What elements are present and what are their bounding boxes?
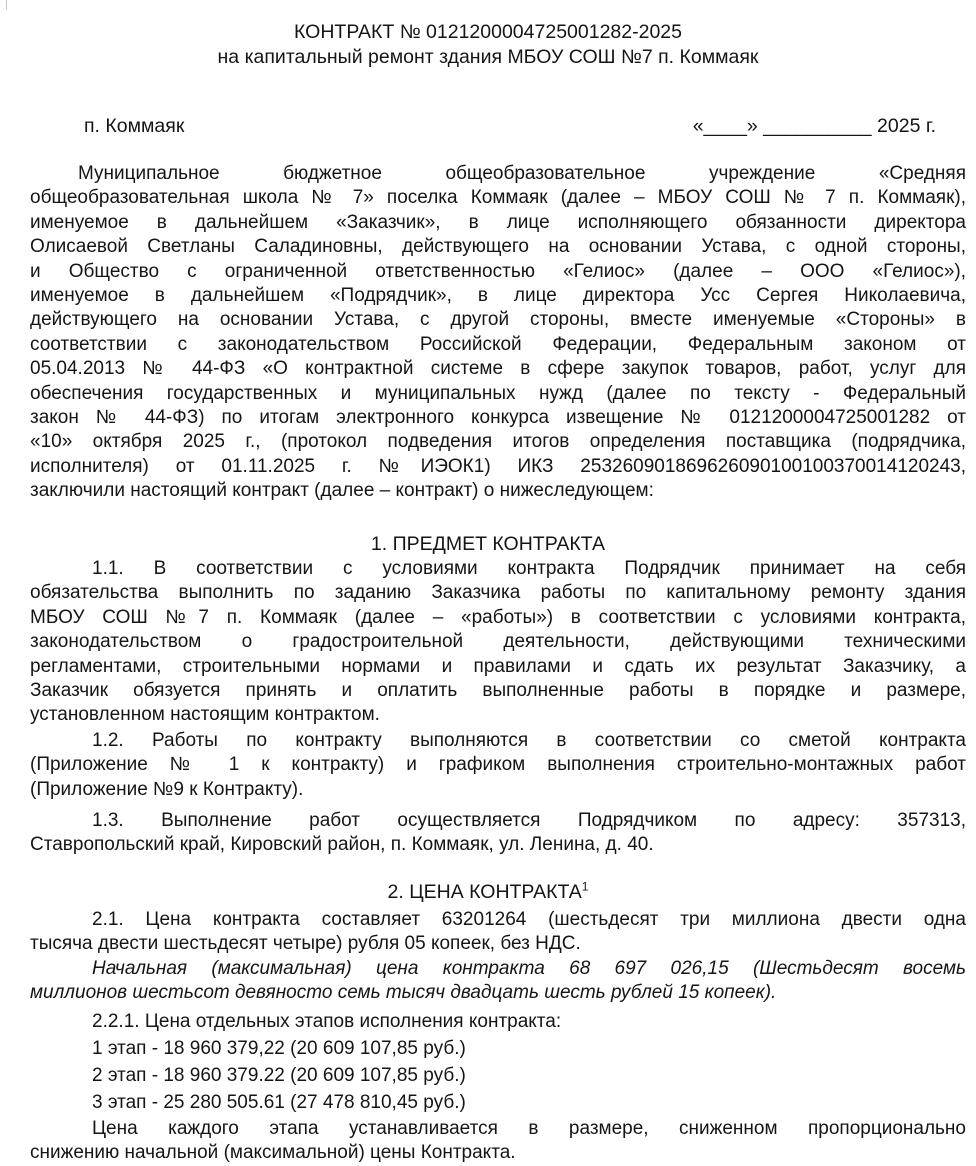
contract-date: «____» __________ 2025 г.	[692, 115, 936, 137]
clause-1-2-line: (Приложение № 1 к контракту) и графиком выполнения строительно-монтажных работ	[30, 754, 966, 776]
initial-price-line: Начальная (максимальная) цена контракта 68 697 026,15 (Шестьдесят восемь	[92, 958, 966, 979]
intro-line: действующего на основании Устава, с другой стороны, вместе именуемые «Стороны» в	[30, 309, 966, 331]
intro-line: «10» октября 2025 г., (протокол подведения итогов определения поставщика (подрядчика,	[30, 431, 966, 453]
intro-line: Олисаевой Светланы Саладиновны, действующего на основании Устава, с одной стороны,	[30, 236, 966, 258]
stage-1-price: 1 этап - 18 960 379,22 (20 609 107,85 руб.)	[92, 1038, 466, 1059]
clause-1-2-line: (Приложение №9 к Контракту).	[30, 778, 304, 800]
initial-price-line: миллионов шестьсот девяносто семь тысяч двадцать шесть рублей 15 копеек).	[30, 982, 777, 1004]
intro-line: соответствии с законодательством Российской Федерации, Федеральным законом от	[30, 333, 966, 355]
section-2-heading-text: 2. ЦЕНА КОНТРАКТА	[387, 881, 582, 903]
section-1-heading: 1. ПРЕДМЕТ КОНТРАКТА	[370, 533, 606, 555]
clause-1-2-line: 1.2. Работы по контракту выполняются в соответствии со сметой контракта	[92, 730, 966, 751]
clause-1-1-line: законодательством о градостроительной деятельности, действующими техническими	[30, 631, 966, 653]
intro-line: 05.04.2013 № 44-ФЗ «О контрактной системе в сфере закупок товаров, работ, услуг для	[30, 358, 966, 380]
footnote-mark: 1	[581, 879, 589, 894]
clause-1-1-line: регламентами, строительными нормами и правилами и сдать их результат Заказчику, а	[30, 655, 966, 677]
clause-2-2-1: 2.2.1. Цена отдельных этапов исполнения контракта:	[92, 1011, 562, 1032]
clause-1-1-line: Заказчик обязуется принять и оплатить выполненные работы в порядке и размере,	[30, 680, 966, 701]
clause-1-3-line: 1.3. Выполнение работ осуществляется Подрядчиком по адресу: 357313,	[92, 810, 966, 831]
contract-subtitle: на капитальный ремонт здания МБОУ СОШ №7 п. Коммаяк	[217, 46, 759, 68]
intro-line: заключили настоящий контракт (далее – контракт) о нижеследующем:	[30, 480, 654, 502]
clause-1-3-line: Ставропольский край, Кировский район, п. Коммаяк, ул. Ленина, д. 40.	[30, 834, 654, 856]
clause-2-1-line: 2.1. Цена контракта составляет 63201264 (шестьдесят три миллиона двести одна	[92, 909, 966, 930]
section-2-heading	[0, 880, 976, 904]
stage-2-price: 2 этап - 18 960 379.22 (20 609 107,85 руб.)	[92, 1065, 466, 1086]
intro-line: общеобразовательная школа № 7» поселка Коммаяк (далее – МБОУ СОШ № 7 п. Коммаяк),	[30, 187, 966, 209]
clause-1-1-line: 1.1. В соответствии с условиями контракта Подрядчик принимает на себя	[92, 558, 966, 579]
contract-title: КОНТРАКТ № 0121200004725001282-2025	[294, 21, 682, 43]
contract-city: п. Коммаяк	[84, 115, 185, 137]
intro-line: исполнителя) от 01.11.2025 г. №ИЭОК1) ИКЗ 253260901869626090100100370014120243,	[30, 455, 966, 477]
stage-note-line: Цена каждого этапа устанавливается в размере, сниженном пропорционально	[92, 1118, 966, 1139]
clause-2-1-line: тысяча двести шестьдесят четыре) рубля 05 копеек, без НДС.	[30, 933, 581, 955]
clause-1-1-line: установленном настоящим контрактом.	[30, 704, 380, 726]
page-edge	[6, 0, 7, 10]
clause-1-1-line: обязательства выполнить по заданию Заказчика работы по капитальному ремонту здания	[30, 582, 966, 604]
clause-1-1-line: МБОУ СОШ №7 п. Коммаяк (далее – «работы») в соответствии с условиями контракта,	[30, 606, 966, 628]
intro-line: именуемое в дальнейшем «Подрядчик», в лице директора Усс Сергея Николаевича,	[30, 285, 966, 306]
intro-line: и Общество с ограниченной ответственностью «Гелиос» (далее – ООО «Гелиос»),	[30, 260, 966, 282]
intro-line: обеспечения государственных и муниципальных нужд (далее по тексту - Федеральный	[30, 382, 966, 404]
stage-note-line: снижению начальной (максимальной) цены Контракта.	[30, 1142, 516, 1164]
intro-line: Муниципальное бюджетное общеобразовательное учреждение «Средняя	[78, 163, 966, 184]
intro-line: именуемое в дальнейшем «Заказчик», в лице исполняющего обязанности директора	[30, 211, 966, 233]
stage-3-price: 3 этап - 25 280 505.61 (27 478 810,45 руб.)	[92, 1092, 466, 1113]
intro-line: закон № 44-ФЗ) по итогам электронного конкурса извещение № 0121200004725001282 от	[30, 407, 966, 428]
